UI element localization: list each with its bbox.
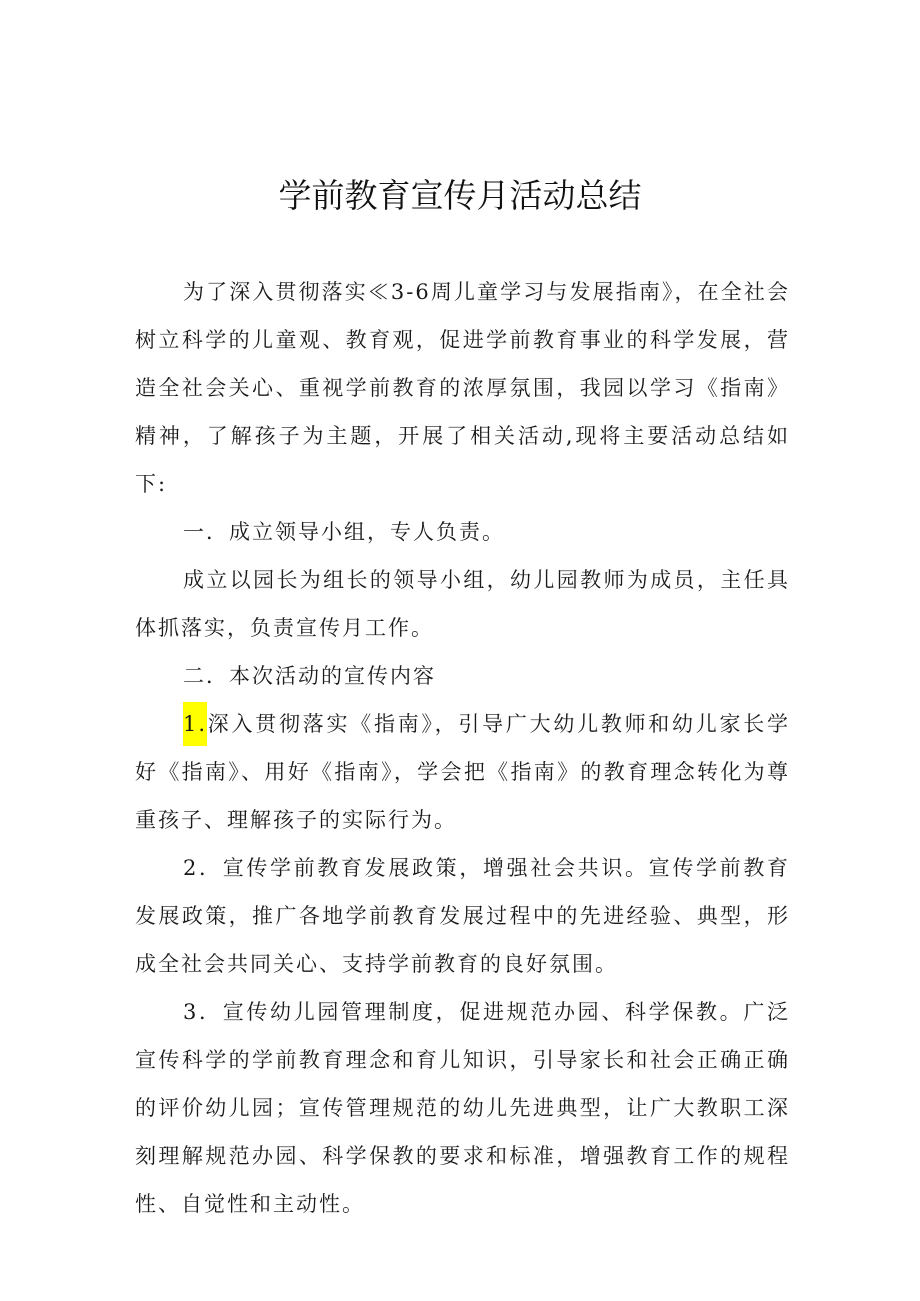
section2-heading: 二．本次活动的宣传内容	[183, 664, 436, 688]
item1-text: 深入贯彻落实《指南》，引导广大幼儿教师和幼儿家长学好《指南》、用好《指南》，学会把《指南》的教育理念转化为尊重孩子、理解孩子的实际行为。	[135, 712, 790, 832]
intro-paragraph: 为了深入贯彻落实≪3-6周儿童学习与发展指南》，在全社会树立科学的儿童观、教育观，促进学前教育事业的科学发展，营造全社会关心、重视学前教育的浓厚氛围，我园以学习《指南》精神，了解孩子为主题，开展了相关活动,现将主要活动总结如下:	[135, 280, 790, 496]
document-body	[135, 268, 790, 1228]
section1-heading: 一．成立领导小组，专人负责。	[183, 520, 505, 544]
item1-paragraph	[135, 700, 790, 844]
item1-number-highlight: 1.	[183, 702, 207, 746]
item3-paragraph: 3．宣传幼儿园管理制度，促进规范办园、科学保教。广泛宣传科学的学前教育理念和育儿知识，引导家长和社会正确正确的评价幼儿园；宣传管理规范的幼儿先进典型，让广大教职工深刻理解规范办园、科学保教的要求和标准，增强教育工作的规程性、自觉性和主动性。	[135, 1000, 790, 1216]
document-title: 学前教育宣传月活动总结	[278, 176, 642, 215]
item2-paragraph: 2．宣传学前教育发展政策，增强社会共识。宣传学前教育发展政策，推广各地学前教育发展过程中的先进经验、典型，形成全社会共同关心、支持学前教育的良好氛围。	[135, 856, 790, 976]
section1-body: 成立以园长为组长的领导小组，幼儿园教师为成员，主任具体抓落实，负责宣传月工作。	[135, 568, 790, 640]
